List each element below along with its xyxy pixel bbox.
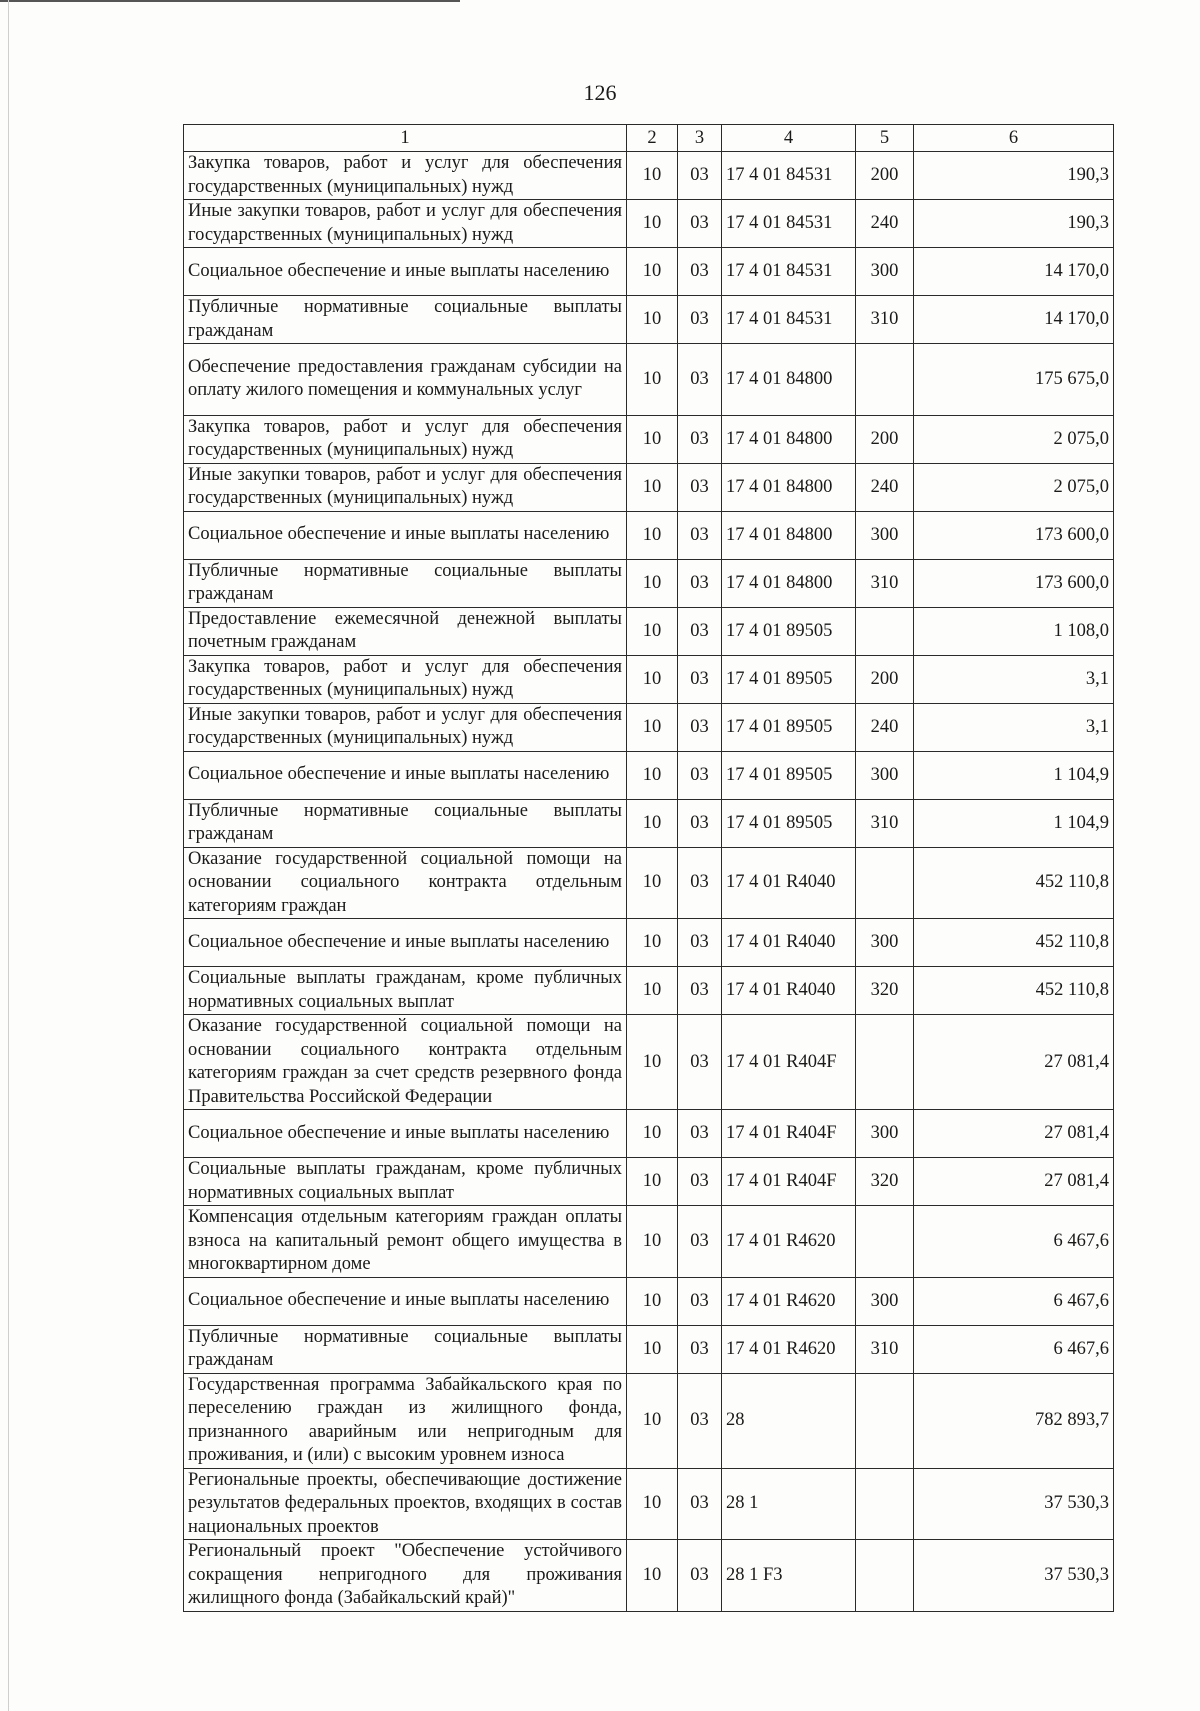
row-name-cell: Закупка товаров, работ и услуг для обеспечения государственных (муниципальных) нужд [184,415,627,463]
amount-cell: 27 081,4 [914,1015,1114,1110]
target-item-code-cell: 17 4 01 R4040 [722,847,856,919]
expense-type-code-cell [856,847,914,919]
target-item-code-cell: 17 4 01 R4620 [722,1206,856,1278]
target-item-code-cell: 28 1 [722,1468,856,1540]
row-name-cell: Публичные нормативные социальные выплаты гражданам [184,296,627,344]
amount-cell: 1 104,9 [914,799,1114,847]
expense-type-code-cell: 320 [856,1158,914,1206]
subsection-code-cell: 03 [678,1468,722,1540]
amount-cell: 6 467,6 [914,1325,1114,1373]
subsection-code-cell: 03 [678,799,722,847]
amount-cell: 3,1 [914,655,1114,703]
scan-edge-left-line [8,0,9,1711]
amount-cell: 190,3 [914,200,1114,248]
amount-cell: 190,3 [914,152,1114,200]
row-name-cell: Оказание государственной социальной помощи на основании социального контракта отдельным категориям граждан за счет средств резервного фонда Правительства Российской Федерации [184,1015,627,1110]
table-row [184,296,1114,344]
table-row [184,511,1114,559]
scan-edge-line [0,0,460,2]
expense-type-code-cell: 300 [856,511,914,559]
amount-cell: 37 530,3 [914,1468,1114,1540]
amount-cell: 14 170,0 [914,296,1114,344]
amount-cell: 1 104,9 [914,751,1114,799]
target-item-code-cell: 17 4 01 89505 [722,655,856,703]
target-item-code-cell: 17 4 01 89505 [722,799,856,847]
amount-cell: 14 170,0 [914,248,1114,296]
section-code-cell: 10 [627,1206,678,1278]
row-name-cell: Иные закупки товаров, работ и услуг для обеспечения государственных (муниципальных) нужд [184,463,627,511]
table-row [184,1468,1114,1540]
table-row [184,1373,1114,1468]
table-row [184,799,1114,847]
row-name-cell: Социальные выплаты гражданам, кроме публичных нормативных социальных выплат [184,967,627,1015]
table-row [184,655,1114,703]
target-item-code-cell: 17 4 01 R4040 [722,967,856,1015]
table-row [184,415,1114,463]
expense-type-code-cell [856,1015,914,1110]
row-name-cell: Социальное обеспечение и иные выплаты населению [184,248,627,296]
subsection-code-cell: 03 [678,152,722,200]
section-code-cell: 10 [627,655,678,703]
table-row [184,847,1114,919]
section-code-cell: 10 [627,751,678,799]
amount-cell: 3,1 [914,703,1114,751]
target-item-code-cell: 17 4 01 84800 [722,559,856,607]
row-name-cell: Иные закупки товаров, работ и услуг для обеспечения государственных (муниципальных) нужд [184,200,627,248]
subsection-code-cell: 03 [678,607,722,655]
section-code-cell: 10 [627,799,678,847]
target-item-code-cell: 17 4 01 R404F [722,1158,856,1206]
section-code-cell: 10 [627,152,678,200]
expense-type-code-cell: 310 [856,799,914,847]
section-code-cell: 10 [627,511,678,559]
amount-cell: 1 108,0 [914,607,1114,655]
expense-type-code-cell: 310 [856,559,914,607]
expense-type-code-cell [856,1373,914,1468]
header-row [184,125,1114,152]
amount-cell: 37 530,3 [914,1540,1114,1612]
row-name-cell: Региональный проект "Обеспечение устойчивого сокращения непригодного для проживания жилищного фонда (Забайкальский край)" [184,1540,627,1612]
expense-type-code-cell: 300 [856,1277,914,1325]
row-name-cell: Иные закупки товаров, работ и услуг для обеспечения государственных (муниципальных) нужд [184,703,627,751]
row-name-cell: Обеспечение предоставления гражданам субсидии на оплату жилого помещения и коммунальных услуг [184,344,627,416]
target-item-code-cell: 17 4 01 89505 [722,703,856,751]
subsection-code-cell: 03 [678,200,722,248]
table-row [184,751,1114,799]
row-name-cell: Публичные нормативные социальные выплаты гражданам [184,799,627,847]
expense-type-code-cell: 310 [856,1325,914,1373]
table-row [184,248,1114,296]
target-item-code-cell: 28 [722,1373,856,1468]
column-header-1: 1 [184,125,627,152]
section-code-cell: 10 [627,919,678,967]
table-row [184,1325,1114,1373]
subsection-code-cell: 03 [678,511,722,559]
amount-cell: 173 600,0 [914,511,1114,559]
table-row [184,1015,1114,1110]
amount-cell: 27 081,4 [914,1158,1114,1206]
expense-type-code-cell: 240 [856,200,914,248]
row-name-cell: Публичные нормативные социальные выплаты гражданам [184,1325,627,1373]
section-code-cell: 10 [627,967,678,1015]
target-item-code-cell: 17 4 01 84531 [722,296,856,344]
section-code-cell: 10 [627,1110,678,1158]
subsection-code-cell: 03 [678,655,722,703]
amount-cell: 2 075,0 [914,463,1114,511]
row-name-cell: Оказание государственной социальной помощи на основании социального контракта отдельным категориям граждан [184,847,627,919]
table-row [184,703,1114,751]
section-code-cell: 10 [627,296,678,344]
subsection-code-cell: 03 [678,344,722,416]
amount-cell: 6 467,6 [914,1206,1114,1278]
section-code-cell: 10 [627,463,678,511]
expense-type-code-cell: 300 [856,248,914,296]
amount-cell: 175 675,0 [914,344,1114,416]
subsection-code-cell: 03 [678,248,722,296]
column-header-5: 5 [856,125,914,152]
target-item-code-cell: 17 4 01 84531 [722,248,856,296]
amount-cell: 2 075,0 [914,415,1114,463]
row-name-cell: Предоставление ежемесячной денежной выплаты почетным гражданам [184,607,627,655]
expense-type-code-cell: 310 [856,296,914,344]
subsection-code-cell: 03 [678,463,722,511]
expense-type-code-cell: 200 [856,415,914,463]
expense-type-code-cell [856,344,914,416]
page-number: 126 [583,80,617,105]
subsection-code-cell: 03 [678,1110,722,1158]
column-header-4: 4 [722,125,856,152]
target-item-code-cell: 17 4 01 R404F [722,1110,856,1158]
table-row [184,1277,1114,1325]
subsection-code-cell: 03 [678,1373,722,1468]
row-name-cell: Социальное обеспечение и иные выплаты населению [184,919,627,967]
row-name-cell: Социальное обеспечение и иные выплаты населению [184,751,627,799]
expense-type-code-cell: 240 [856,463,914,511]
row-name-cell: Закупка товаров, работ и услуг для обеспечения государственных (муниципальных) нужд [184,655,627,703]
subsection-code-cell: 03 [678,703,722,751]
table-row [184,1158,1114,1206]
row-name-cell: Социальное обеспечение и иные выплаты населению [184,1277,627,1325]
subsection-code-cell: 03 [678,967,722,1015]
target-item-code-cell: 17 4 01 R4040 [722,919,856,967]
row-name-cell: Социальные выплаты гражданам, кроме публичных нормативных социальных выплат [184,1158,627,1206]
section-code-cell: 10 [627,415,678,463]
subsection-code-cell: 03 [678,1158,722,1206]
section-code-cell: 10 [627,1277,678,1325]
target-item-code-cell: 17 4 01 89505 [722,751,856,799]
target-item-code-cell: 17 4 01 84800 [722,344,856,416]
row-name-cell: Социальное обеспечение и иные выплаты населению [184,1110,627,1158]
table-row [184,607,1114,655]
section-code-cell: 10 [627,1468,678,1540]
expense-type-code-cell [856,607,914,655]
subsection-code-cell: 03 [678,1277,722,1325]
table-row [184,559,1114,607]
table-row [184,967,1114,1015]
amount-cell: 782 893,7 [914,1373,1114,1468]
section-code-cell: 10 [627,847,678,919]
target-item-code-cell: 17 4 01 R404F [722,1015,856,1110]
table-row [184,919,1114,967]
section-code-cell: 10 [627,248,678,296]
table-body [184,152,1114,1612]
target-item-code-cell: 17 4 01 84531 [722,152,856,200]
table-row [184,1540,1114,1612]
amount-cell: 452 110,8 [914,967,1114,1015]
table-row [184,463,1114,511]
expense-type-code-cell: 240 [856,703,914,751]
budget-table [183,124,1114,1612]
section-code-cell: 10 [627,559,678,607]
expense-type-code-cell [856,1206,914,1278]
expense-type-code-cell: 320 [856,967,914,1015]
table-row [184,1206,1114,1278]
target-item-code-cell: 17 4 01 89505 [722,607,856,655]
subsection-code-cell: 03 [678,1540,722,1612]
target-item-code-cell: 28 1 F3 [722,1540,856,1612]
expense-type-code-cell [856,1468,914,1540]
target-item-code-cell: 17 4 01 84800 [722,463,856,511]
subsection-code-cell: 03 [678,1206,722,1278]
row-name-cell: Закупка товаров, работ и услуг для обеспечения государственных (муниципальных) нужд [184,152,627,200]
column-header-3: 3 [678,125,722,152]
expense-type-code-cell [856,1540,914,1612]
column-header-6: 6 [914,125,1114,152]
expense-type-code-cell: 300 [856,1110,914,1158]
section-code-cell: 10 [627,1158,678,1206]
section-code-cell: 10 [627,344,678,416]
row-name-cell: Публичные нормативные социальные выплаты гражданам [184,559,627,607]
subsection-code-cell: 03 [678,1015,722,1110]
amount-cell: 27 081,4 [914,1110,1114,1158]
subsection-code-cell: 03 [678,1325,722,1373]
row-name-cell: Компенсация отдельным категориям граждан оплаты взноса на капитальный ремонт общего имущества в многоквартирном доме [184,1206,627,1278]
table-row [184,1110,1114,1158]
target-item-code-cell: 17 4 01 R4620 [722,1325,856,1373]
section-code-cell: 10 [627,703,678,751]
row-name-cell: Социальное обеспечение и иные выплаты населению [184,511,627,559]
subsection-code-cell: 03 [678,751,722,799]
amount-cell: 452 110,8 [914,919,1114,967]
section-code-cell: 10 [627,607,678,655]
expense-type-code-cell: 300 [856,919,914,967]
amount-cell: 452 110,8 [914,847,1114,919]
subsection-code-cell: 03 [678,847,722,919]
section-code-cell: 10 [627,1325,678,1373]
table-row [184,152,1114,200]
row-name-cell: Государственная программа Забайкальского края по переселению граждан из жилищного фонда, признанного аварийным или непригодным для проживания, и (или) с высоким уровнем износа [184,1373,627,1468]
expense-type-code-cell: 200 [856,152,914,200]
target-item-code-cell: 17 4 01 84531 [722,200,856,248]
expense-type-code-cell: 200 [856,655,914,703]
column-header-2: 2 [627,125,678,152]
table-row [184,200,1114,248]
amount-cell: 6 467,6 [914,1277,1114,1325]
section-code-cell: 10 [627,1015,678,1110]
section-code-cell: 10 [627,1540,678,1612]
subsection-code-cell: 03 [678,559,722,607]
row-name-cell: Региональные проекты, обеспечивающие достижение результатов федеральных проектов, входящих в состав национальных проектов [184,1468,627,1540]
section-code-cell: 10 [627,1373,678,1468]
target-item-code-cell: 17 4 01 84800 [722,415,856,463]
target-item-code-cell: 17 4 01 84800 [722,511,856,559]
table-row [184,344,1114,416]
amount-cell: 173 600,0 [914,559,1114,607]
subsection-code-cell: 03 [678,415,722,463]
subsection-code-cell: 03 [678,919,722,967]
target-item-code-cell: 17 4 01 R4620 [722,1277,856,1325]
section-code-cell: 10 [627,200,678,248]
subsection-code-cell: 03 [678,296,722,344]
expense-type-code-cell: 300 [856,751,914,799]
